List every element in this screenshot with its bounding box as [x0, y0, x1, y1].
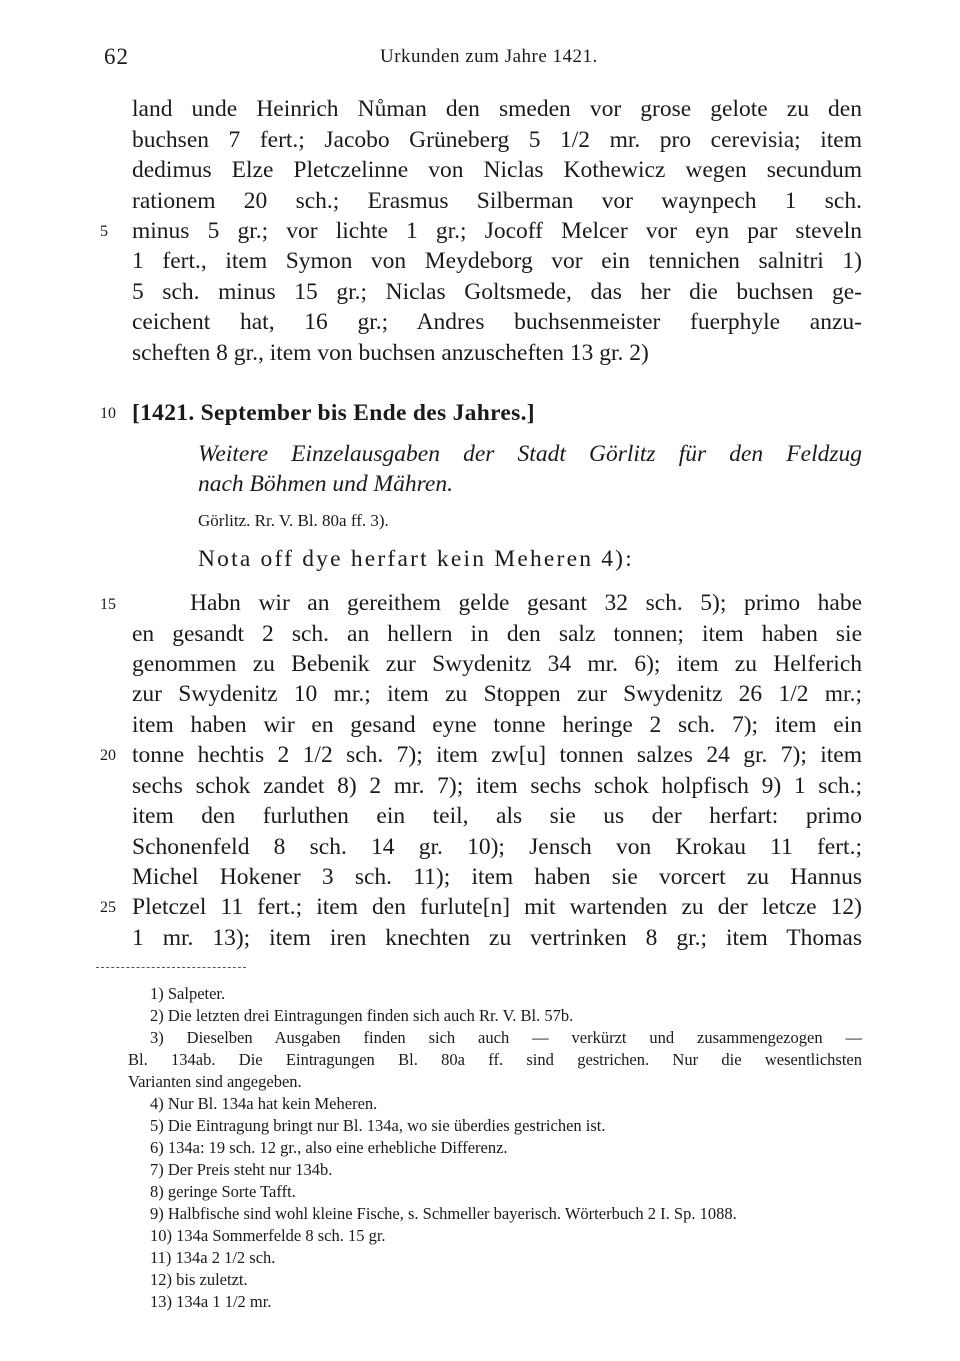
- body-line: tonne hechtis 2 1/2 sch. 7); item zw[u] tonnen salzes 24 gr. 7); item: [132, 742, 862, 768]
- footnote: 8) geringe Sorte Tafft.: [150, 1182, 296, 1201]
- footnote: 11) 134a 2 1/2 sch.: [150, 1248, 276, 1267]
- line-number: 5: [100, 223, 108, 240]
- footnote: 1) Salpeter.: [150, 984, 226, 1003]
- footnote: 5) Die Eintragung bringt nur Bl. 134a, wo sie überdies gestrichen ist.: [150, 1116, 606, 1135]
- body-line: Schonenfeld 8 sch. 14 gr. 10); Jensch von Krokau 11 fert.;: [132, 834, 862, 860]
- body-line: buchsen 7 fert.; Jacobo Grüneberg 5 1/2 mr. pro cerevisia; item: [132, 127, 862, 153]
- running-title: Urkunden zum Jahre 1421.: [380, 46, 598, 67]
- source-reference: Görlitz. Rr. V. Bl. 80a ff. 3).: [198, 511, 389, 530]
- body-line: sechs schok zandet 8) 2 mr. 7); item sechs schok holpfisch 9) 1 sch.;: [132, 773, 862, 799]
- body-line: rationem 20 sch.; Erasmus Silberman vor waynpech 1 sch.: [132, 188, 862, 214]
- line-number: 10: [100, 405, 116, 422]
- footnote: 2) Die letzten drei Eintragungen finden sich auch Rr. V. Bl. 57b.: [150, 1006, 574, 1025]
- body-line: scheften 8 gr., item von buchsen anzuscheften 13 gr. 2): [132, 340, 649, 366]
- footnote: Bl. 134ab. Die Eintragungen Bl. 80a ff. sind gestrichen. Nur die wesentlichsten: [128, 1050, 862, 1069]
- footnote: 4) Nur Bl. 134a hat kein Meheren.: [150, 1094, 378, 1113]
- body-line: zur Swydenitz 10 mr.; item zu Stoppen zur Swydenitz 26 1/2 mr.;: [132, 681, 862, 707]
- section-heading: [1421. September bis Ende des Jahres.]: [132, 400, 535, 426]
- footnote: Varianten sind angegeben.: [128, 1072, 302, 1091]
- body-line: genommen zu Bebenik zur Swydenitz 34 mr. 6); item zu Helferich: [132, 651, 862, 677]
- body-line: ceichent hat, 16 gr.; Andres buchsenmeister fuerphyle anzu-: [132, 309, 862, 335]
- body-line: land unde Heinrich Nůman den smeden vor grose gelote zu den: [132, 96, 862, 122]
- body-line: 1 mr. 13); item iren knechten zu vertrinken 8 gr.; item Thomas: [132, 925, 862, 951]
- footnote-separator: [96, 967, 246, 968]
- body-line: Michel Hokener 3 sch. 11); item haben sie vorcert zu Hannus: [132, 864, 862, 890]
- section-subtitle: nach Böhmen und Mähren.: [198, 471, 453, 497]
- footnote: 9) Halbfische sind wohl kleine Fische, s. Schmeller bayerisch. Wörterbuch 2 I. Sp. 1088.: [150, 1204, 737, 1223]
- body-line: Habn wir an gereithem gelde gesant 32 sch. 5); primo habe: [190, 590, 862, 616]
- section-subtitle: Weitere Einzelausgaben der Stadt Görlitz für den Feldzug: [198, 441, 862, 467]
- body-line: en gesandt 2 sch. an hellern in den salz tonnen; item haben sie: [132, 621, 862, 647]
- line-number: 20: [100, 747, 116, 764]
- line-number: 15: [100, 596, 116, 613]
- page-number: 62: [104, 44, 129, 69]
- body-line: item haben wir en gesand eyne tonne heringe 2 sch. 7); item ein: [132, 712, 862, 738]
- footnote: 10) 134a Sommerfelde 8 sch. 15 gr.: [150, 1226, 386, 1245]
- body-line: item den furluthen ein teil, als sie us der herfart: primo: [132, 803, 862, 829]
- footnote: 6) 134a: 19 sch. 12 gr., also eine erhebliche Differenz.: [150, 1138, 508, 1157]
- footnote: 3) Dieselben Ausgaben finden sich auch — verkürzt und zusammengezogen —: [150, 1028, 862, 1047]
- footnote: 12) bis zuletzt.: [150, 1270, 248, 1289]
- body-line: dedimus Elze Pletczelinne von Niclas Kothewicz wegen secundum: [132, 157, 862, 183]
- body-line: 5 sch. minus 15 gr.; Niclas Goltsmede, das her die buchsen ge-: [132, 279, 862, 305]
- body-line: minus 5 gr.; vor lichte 1 gr.; Jocoff Melcer vor eyn par steveln: [132, 218, 862, 244]
- body-line: Pletczel 11 fert.; item den furlute[n] mit wartenden zu der letcze 12): [132, 894, 862, 920]
- footnote: 13) 134a 1 1/2 mr.: [150, 1292, 272, 1311]
- nota-line: Nota off dye herfart kein Meheren 4):: [198, 546, 634, 572]
- line-number: 25: [100, 899, 116, 916]
- body-line: 1 fert., item Symon von Meydeborg vor ein tennichen salnitri 1): [132, 248, 862, 274]
- footnote: 7) Der Preis steht nur 134b.: [150, 1160, 333, 1179]
